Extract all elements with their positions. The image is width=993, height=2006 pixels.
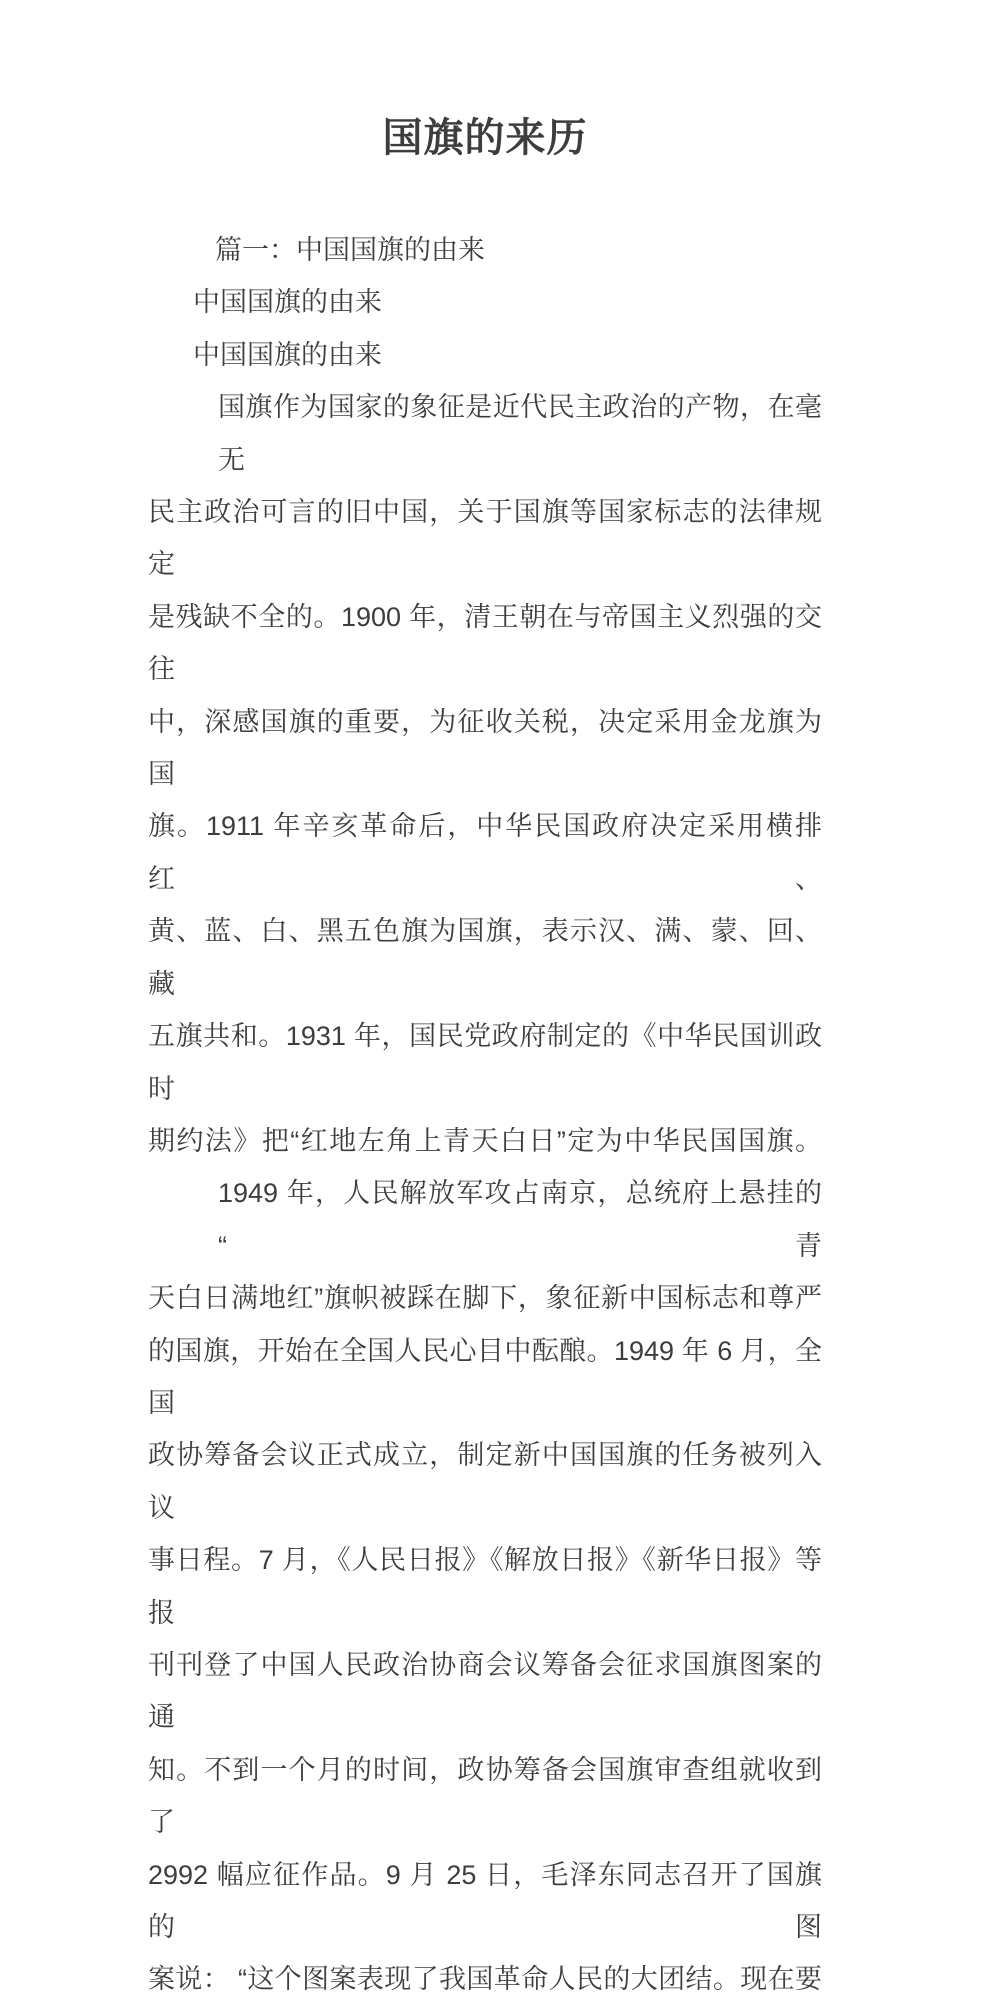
paragraph-line: 民主政治可言的旧中国，关于国旗等国家标志的法律规定	[148, 497, 822, 580]
paragraph-line: 天白日满地红”旗帜被踩在脚下，象征新中国标志和尊严	[148, 1283, 822, 1314]
paragraph-line: 国旗作为国家的象征是近代民主政治的产物，在毫无	[218, 392, 822, 475]
paragraph-line: 期约法》把“红地左角上青天白日”定为中华民国国旗。	[148, 1125, 822, 1156]
paragraph-line: 刊刊登了中国人民政治协商会议筹备会征求国旗图案的通	[148, 1649, 822, 1733]
paragraph-line: 案说： “这个图案表现了我国革命人民的大团结。现在要	[148, 1964, 822, 1995]
document-title: 国旗的来历	[382, 116, 588, 160]
paragraph-line: 1949 年，人民解放军攻占南京，总统府上悬挂的“青	[218, 1178, 822, 1261]
paragraph	[148, 1167, 822, 2006]
section-heading: 篇一：中国国旗的由来	[215, 235, 485, 265]
paragraph	[148, 381, 822, 1167]
paragraph-line: 政协筹备会议正式成立，制定新中国国旗的任务被列入议	[148, 1440, 822, 1523]
paragraph-line: 事日程。7 月，《人民日报》《解放日报》《新华日报》等报	[148, 1545, 822, 1628]
paragraph-line: 知。不到一个月的时间，政协筹备会国旗审查组就收到了	[148, 1754, 822, 1838]
paragraph-line: 黄、蓝、白、黑五色旗为国旗，表示汉、满、蒙、回、藏	[148, 916, 822, 999]
paragraph-line: 五旗共和。1931 年，国民党政府制定的《中华民国训政时	[148, 1021, 822, 1104]
paragraph-line: 旗。1911 年辛亥革命后，中华民国政府决定采用横排红、	[148, 811, 822, 894]
sub-heading: 中国国旗的由来	[193, 287, 382, 318]
paragraph-line: 的国旗，开始在全国人民心目中酝酿。1949 年 6 月，全国	[148, 1335, 822, 1418]
paragraph-line: 是残缺不全的。1900 年，清王朝在与帝国主义烈强的交往	[148, 601, 822, 685]
paragraph-line: 中，深感国旗的重要，为征收关税，决定采用金龙旗为国	[148, 706, 822, 790]
paragraph-line: 2992 幅应征作品。9 月 25 日，毛泽东同志召开了国旗的图	[148, 1859, 822, 1942]
sub-heading: 中国国旗的由来	[193, 339, 382, 370]
